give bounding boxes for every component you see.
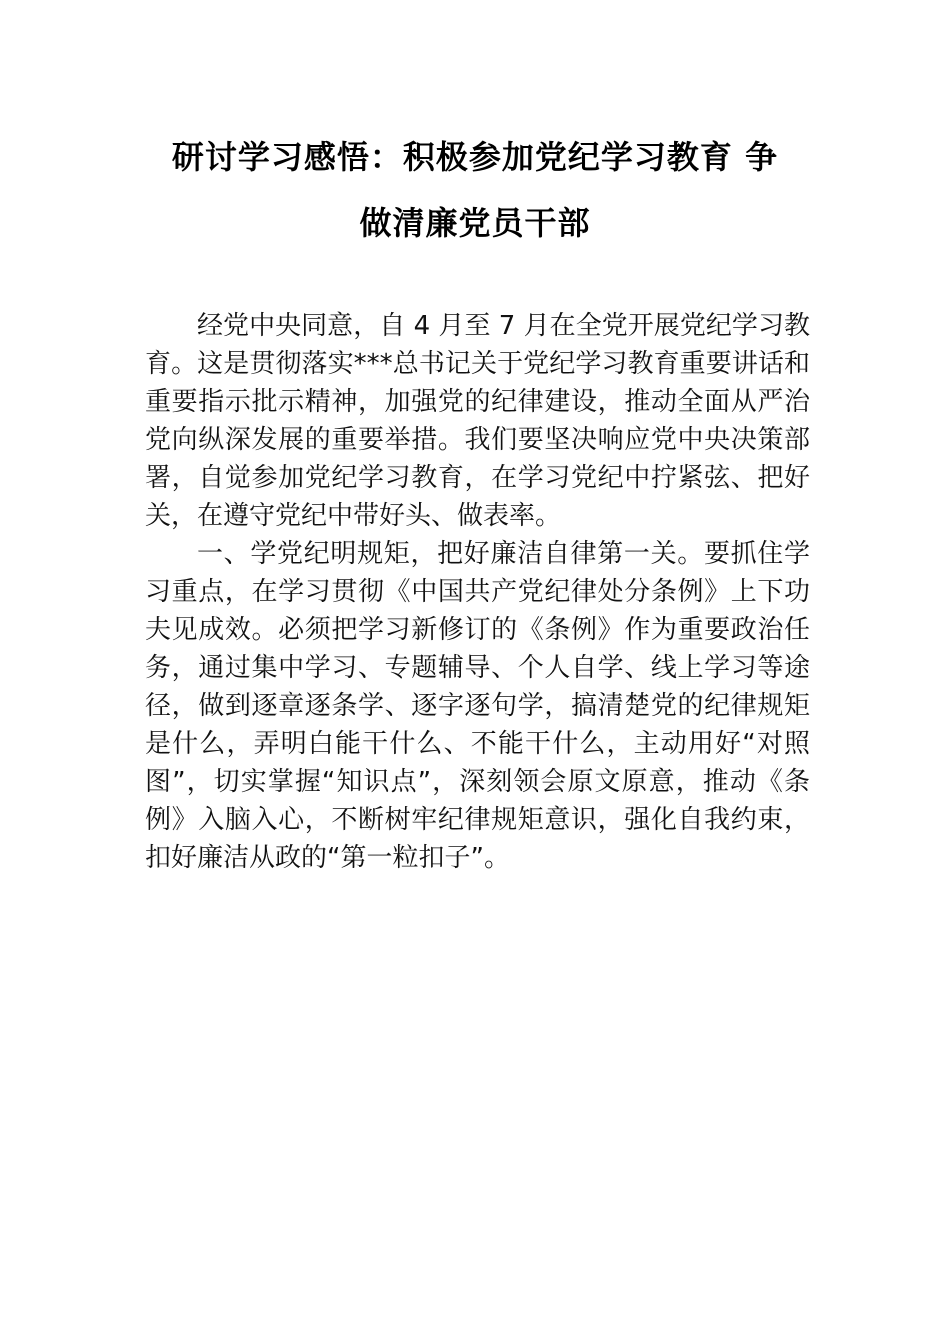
paragraph-section-one: 一、学党纪明规矩，把好廉洁自律第一关。要抓住学习重点，在学习贯彻《中国共产党纪律处分条例》上下功夫见成效。必须把学习新修订的《条例》作为重要政治任务，通过集中学习、专题辅导、个人自学、线上学习等途径，做到逐章逐条学、逐字逐句学，搞清楚党的纪律规矩是什么，弄明白能干什么、不能干什么，主动用好“对照图”，切实掌握“知识点”，深刻领会原文原意，推动《条例》入脑入心，不断树牢纪律规矩意识，强化自我约束，扣好廉洁从政的“第一粒扣子”。 [145,539,810,873]
paragraph-intro: 经党中央同意，自 4 月至 7 月在全党开展党纪学习教育。这是贯彻落实***总书记关于党纪学习教育重要讲话和重要指示批示精神，加强党的纪律建设，推动全面从严治党向纵深发展的重要举措。我们要坚决响应党中央决策部署，自觉参加党纪学习教育，在学习党纪中拧紧弦、把好关，在遵守党纪中带好头、做表率。 [145,311,810,531]
document-title-line-1: 研讨学习感悟：积极参加党纪学习教育 争 [171,138,779,176]
document-body [145,307,810,877]
document-title-line-2: 做清廉党员干部 [359,204,591,242]
